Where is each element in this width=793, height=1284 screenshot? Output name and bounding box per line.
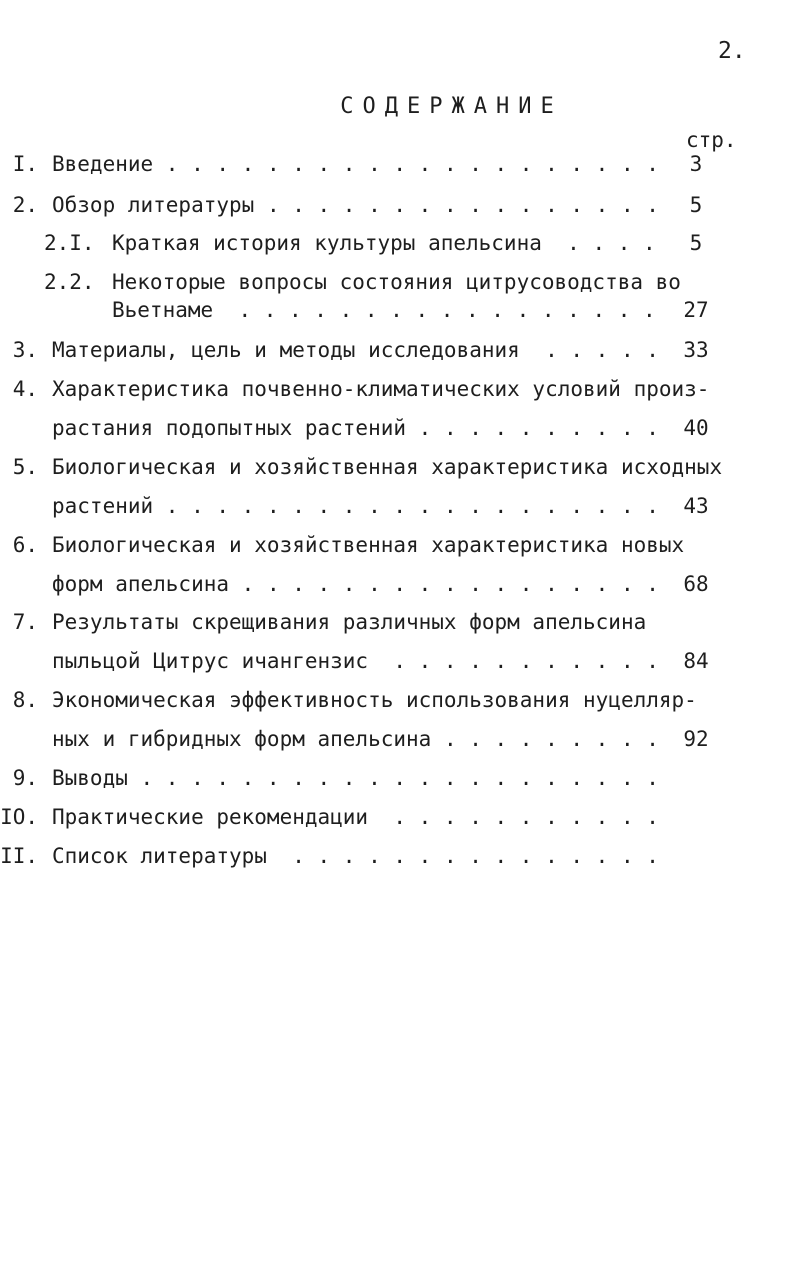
page-number: 2. <box>718 38 746 64</box>
toc-entry-title-line: Некоторые вопросы состояния цитрусоводства во <box>112 270 681 294</box>
toc-entry-page: 3 <box>689 152 703 176</box>
toc-entry-page: 40 <box>683 416 709 440</box>
toc-entry-number: 4. <box>12 377 38 401</box>
toc-entry-number: 8. <box>12 688 38 712</box>
toc-leader-dots: . . . . . . . . . . . . . . . . . <box>229 572 659 596</box>
toc-entry-page: 5 <box>689 193 703 217</box>
toc-entry-title: Введение . . . . . . . . . . . . . . . . . . . . <box>52 152 659 176</box>
toc-leader-dots: . . . . . . . . . <box>431 727 659 751</box>
toc-entry-number: IO. <box>0 805 38 829</box>
toc-entry-number: 9. <box>12 766 38 790</box>
toc-entry-title: ных и гибридных форм апельсина . . . . . . . . . <box>52 727 659 751</box>
toc-entry-number: 3. <box>12 338 38 362</box>
toc-entry-page: 33 <box>683 338 709 362</box>
toc-entry-number: 7. <box>12 610 38 634</box>
toc-entry-title-line: Биологическая и хозяйственная характеристика новых <box>52 533 685 557</box>
toc-entry-title-line: Характеристика почвенно-климатических условий произ- <box>52 377 710 401</box>
toc-entry-number: I. <box>12 152 38 176</box>
toc-leader-dots: . . . . . . . . . . . . . . . . . . . . <box>153 494 659 518</box>
toc-entry-number: 2.I. <box>44 231 95 255</box>
toc-entry-number: 5. <box>12 455 38 479</box>
toc-leader-dots: . . . . . . . . . . . . . . . . <box>254 193 659 217</box>
toc-entry-title: растания подопытных растений . . . . . . . . . . <box>52 416 659 440</box>
toc-leader-dots: . . . . . . . . . . <box>406 416 659 440</box>
toc-entry-page: 5 <box>689 231 703 255</box>
toc-leader-dots: . . . . . . . . . . . <box>368 805 659 829</box>
toc-leader-dots: . . . . <box>541 231 656 255</box>
toc-entry-title-line: Результаты скрещивания различных форм апельсина <box>52 610 647 634</box>
toc-leader-dots: . . . . . . . . . . . <box>368 649 659 673</box>
toc-leader-dots: . . . . . . . . . . . . . . . . . <box>213 298 656 322</box>
toc-entry-title: Материалы, цель и методы исследования . . . . . <box>52 338 659 362</box>
toc-entry-title-line: Экономическая эффективность использования нуцелляр- <box>52 688 697 712</box>
toc-leader-dots: . . . . . . . . . . . . . . . . . . . . <box>153 152 659 176</box>
toc-entry-page: 27 <box>683 298 709 322</box>
toc-entry-title: растений . . . . . . . . . . . . . . . . . . . . <box>52 494 659 518</box>
toc-entry-page: 84 <box>683 649 709 673</box>
toc-leader-dots: . . . . . <box>519 338 659 362</box>
page-column-label: стр. <box>686 128 737 152</box>
toc-entry-number: II. <box>0 844 38 868</box>
toc-entry-number: 2. <box>12 193 38 217</box>
toc-entry-title: Список литературы . . . . . . . . . . . . . . . <box>52 844 659 868</box>
toc-entry-page: 68 <box>683 572 709 596</box>
toc-entry-page: 92 <box>683 727 709 751</box>
toc-entry-title: форм апельсина . . . . . . . . . . . . . . . . . <box>52 572 659 596</box>
toc-entry-title: Вьетнаме . . . . . . . . . . . . . . . . . <box>112 298 656 322</box>
toc-entry-page: 43 <box>683 494 709 518</box>
toc-entry-number: 2.2. <box>44 270 95 294</box>
toc-entry-title: Выводы . . . . . . . . . . . . . . . . . . . . . <box>52 766 659 790</box>
toc-entry-number: 6. <box>12 533 38 557</box>
toc-entry-title: Практические рекомендации . . . . . . . . . . . <box>52 805 659 829</box>
toc-entry-title: пыльцой Цитрус ичангензис . . . . . . . . . . . <box>52 649 659 673</box>
toc-entry-title: Обзор литературы . . . . . . . . . . . . . . . . <box>52 193 659 217</box>
toc-leader-dots: . . . . . . . . . . . . . . . <box>266 844 659 868</box>
page-title: СОДЕРЖАНИЕ <box>340 94 563 119</box>
toc-entry-title-line: Биологическая и хозяйственная характеристика исходных <box>52 455 723 479</box>
toc-leader-dots: . . . . . . . . . . . . . . . . . . . . . <box>127 766 659 790</box>
toc-entry-title: Краткая история культуры апельсина . . . . <box>112 231 656 255</box>
